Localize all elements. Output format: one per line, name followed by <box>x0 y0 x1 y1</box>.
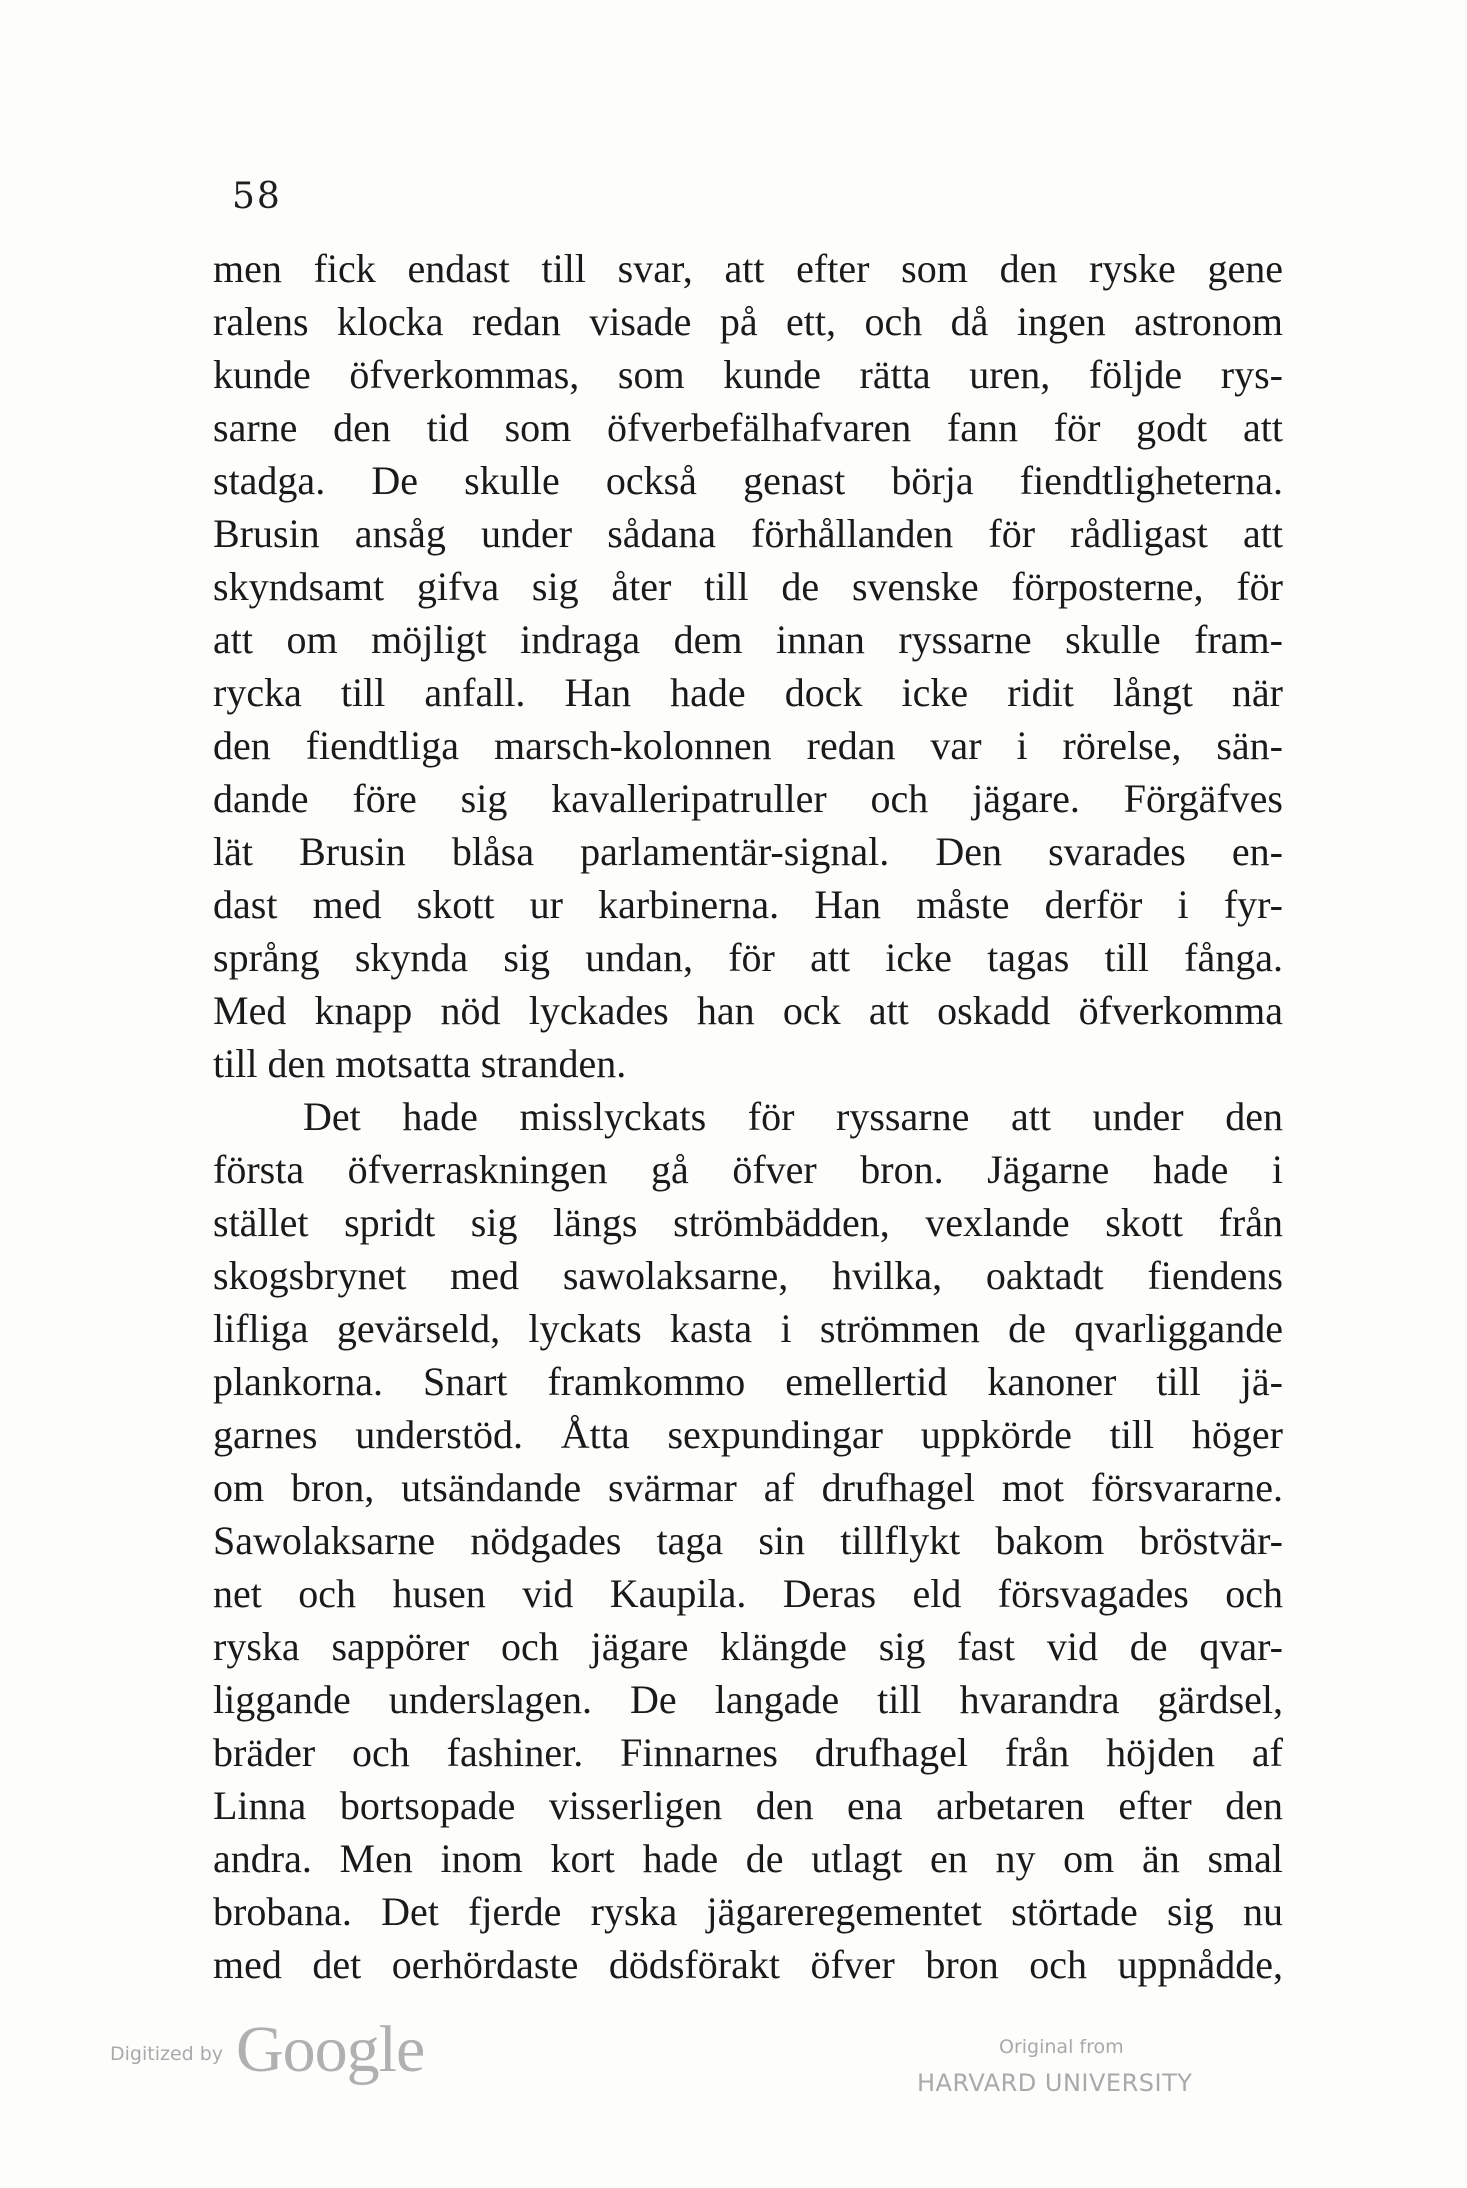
text-line: andra. Men inom kort hade de utlagt en ny om än smal <box>213 1836 1283 1881</box>
text-line: Sawolaksarne nödgades taga sin tillflykt bakom bröstvär- <box>213 1518 1283 1563</box>
google-logo: Google <box>236 2013 425 2086</box>
text-line: Med knapp nöd lyckades han ock att oskadd öfverkomma <box>213 988 1283 1033</box>
text-line: med det oerhördaste dödsförakt öfver bron och uppnådde, <box>213 1942 1283 1987</box>
text-line: stället spridt sig längs strömbädden, vexlande skott från <box>213 1200 1283 1245</box>
text-line: sarne den tid som öfverbefälhafvaren fann för godt att <box>213 405 1283 450</box>
text-line: ryska sappörer och jägare klängde sig fast vid de qvar- <box>213 1624 1283 1669</box>
text-line: Linna bortsopade visserligen den ena arbetaren efter den <box>213 1783 1283 1828</box>
institution-label: HARVARD UNIVERSITY <box>917 2069 1193 2097</box>
text-line: brobana. Det fjerde ryska jägareregementet störtade sig nu <box>213 1889 1283 1934</box>
text-line: lifliga gevärseld, lyckats kasta i strömmen de qvarliggande <box>213 1306 1283 1351</box>
text-line: plankorna. Snart framkommo emellertid kanoner till jä- <box>213 1359 1283 1404</box>
text-line: om bron, utsändande svärmar af drufhagel mot försvararne. <box>213 1465 1283 1510</box>
text-line: stadga. De skulle också genast börja fiendtligheterna. <box>213 458 1283 503</box>
text-line: första öfverraskningen gå öfver bron. Jägarne hade i <box>213 1147 1283 1192</box>
page-number: 58 <box>232 176 282 217</box>
text-line-paragraph-start: Det hade misslyckats för ryssarne att under den <box>303 1094 1283 1139</box>
text-line: Brusin ansåg under sådana förhållanden för rådligast att <box>213 511 1283 556</box>
text-line: att om möjligt indraga dem innan ryssarne skulle fram- <box>213 617 1283 662</box>
text-line-paragraph-end: till den motsatta stranden. <box>213 1041 627 1086</box>
text-line: dast med skott ur karbinerna. Han måste derför i fyr- <box>213 882 1283 927</box>
text-line: språng skynda sig undan, för att icke tagas till fånga. <box>213 935 1283 980</box>
text-line: net och husen vid Kaupila. Deras eld försvagades och <box>213 1571 1283 1616</box>
text-line: men fick endast till svar, att efter som den ryske gene <box>213 246 1283 291</box>
text-line: rycka till anfall. Han hade dock icke ridit långt när <box>213 670 1283 715</box>
text-line: kunde öfverkommas, som kunde rätta uren, följde rys- <box>213 352 1283 397</box>
digitized-by-label: Digitized by <box>110 2043 224 2065</box>
text-line: dande före sig kavalleripatruller och jägare. Förgäfves <box>213 776 1283 821</box>
text-line: ralens klocka redan visade på ett, och då ingen astronom <box>213 299 1283 344</box>
text-line: den fiendtliga marsch-kolonnen redan var i rörelse, sän- <box>213 723 1283 768</box>
text-line: liggande underslagen. De langade till hvarandra gärdsel, <box>213 1677 1283 1722</box>
text-line: garnes understöd. Åtta sexpundingar uppkörde till höger <box>213 1412 1283 1457</box>
text-line: lät Brusin blåsa parlamentär-signal. Den svarades en- <box>213 829 1283 874</box>
body-text <box>213 242 1283 1991</box>
text-line: bräder och fashiner. Finnarnes drufhagel från höjden af <box>213 1730 1283 1775</box>
text-line: skyndsamt gifva sig åter till de svenske förposterne, för <box>213 564 1283 609</box>
text-line: skogsbrynet med sawolaksarne, hvilka, oaktadt fiendens <box>213 1253 1283 1298</box>
original-from-label: Original from <box>999 2036 1124 2058</box>
